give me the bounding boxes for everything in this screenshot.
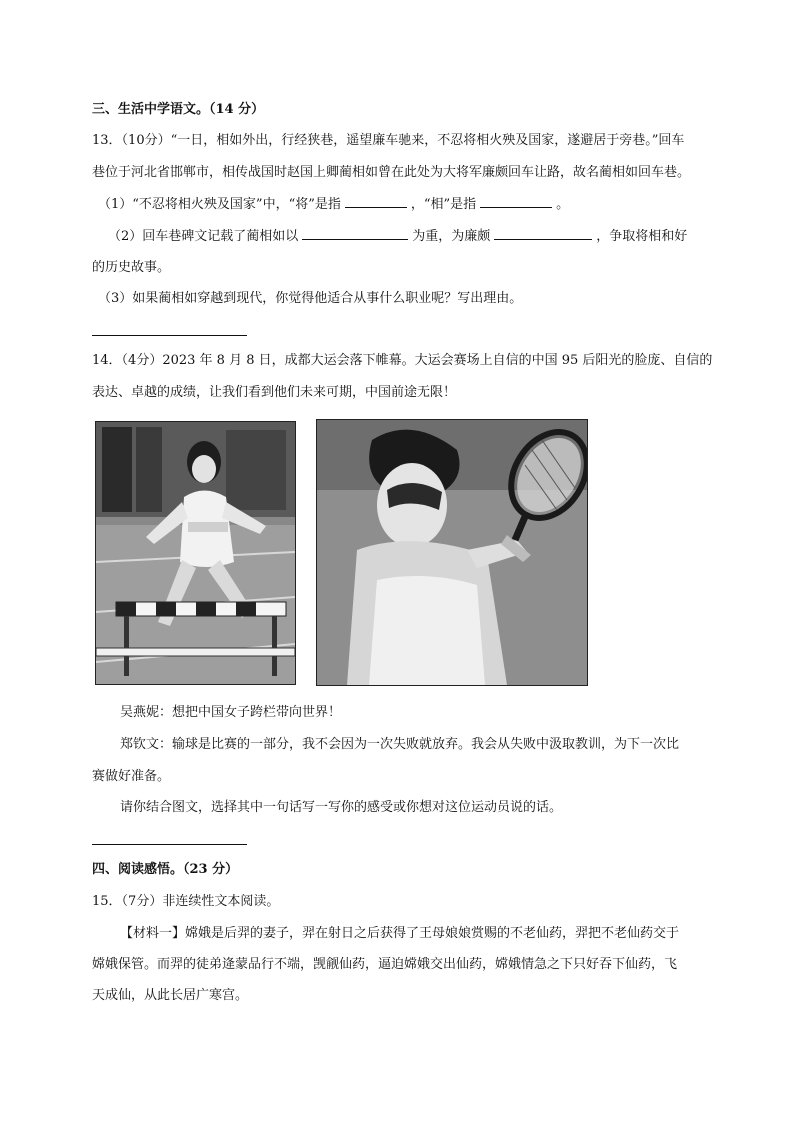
hurdler-illustration xyxy=(96,422,295,684)
tennis-player-illustration xyxy=(317,420,587,685)
q15-material-1-line-2: 嫦娥保管。而羿的徒弟逄蒙品行不端，觊觎仙药，逼迫嫦娥交出仙药，嫦娥情急之下只好吞下仙药，飞 xyxy=(92,957,678,972)
answer-blank-3[interactable] xyxy=(302,227,408,240)
q15-material-1-line-1: 【材料一】嫦娥是后羿的妻子，羿在射日之后获得了王母娘娘赏赐的不老仙药，羿把不老仙药交于 xyxy=(120,926,680,941)
q13-sub1-middle: ，“相”是指 xyxy=(410,197,477,212)
q14-text-line-2: 表达、卓越的成绩，让我们看到他们未来可期，中国前途无限！ xyxy=(92,385,457,400)
q13-sub3: （3）如果蔺相如穿越到现代，你觉得他适合从事什么职业呢？写出理由。 xyxy=(98,291,523,306)
q14-quote-wu-yanni: 吴燕妮：想把中国女子跨栏带向世界！ xyxy=(120,705,342,720)
answer-blank-4[interactable] xyxy=(494,227,592,240)
answer-blank-2[interactable] xyxy=(480,195,552,208)
q13-sub2 xyxy=(108,227,734,247)
q13-answer-line[interactable] xyxy=(92,335,247,336)
q15-material-1-line-3: 天成仙，从此长居广寒宫。 xyxy=(92,988,249,1003)
q13-sub2-line-2: 的历史故事。 xyxy=(92,260,171,275)
q13-sub2-suffix: ，争取将相和好 xyxy=(596,229,688,244)
q13-sub1-suffix: 。 xyxy=(556,197,570,212)
q13-sub2-prefix: （2）回车巷碑文记载了蔺相如以 xyxy=(108,229,299,244)
q13-sub1-prefix: （1）“不忍将相火殃及国家”中，“将”是指 xyxy=(98,197,341,212)
hurdler-photo xyxy=(95,421,296,685)
q13-text-line-1: 13．（10分）“一日，相如外出，行经狭巷，遥望廉车驰来，不忍将相火殃及国家，遂避居于旁巷。”回车 xyxy=(92,133,685,148)
q13-text-line-2: 巷位于河北省邯郸市，相传战国时赵国上卿蔺相如曾在此处为大将军廉颇回车让路，故名蔺相如回车巷。 xyxy=(92,165,691,180)
section-3-heading: 三、生活中学语文。（14 分） xyxy=(92,102,265,117)
section-4-heading: 四、阅读感悟。（23 分） xyxy=(92,862,239,877)
q14-quote-zheng-qinwen-line-1: 郑钦文：输球是比赛的一部分，我不会因为一次失败就放弃。我会从失败中汲取教训，为下一次比 xyxy=(120,737,680,752)
q13-sub1 xyxy=(98,195,724,215)
q14-prompt: 请你结合图文，选择其中一句话写一写你的感受或你想对这位运动员说的话。 xyxy=(120,800,563,815)
tennis-player-photo xyxy=(316,419,588,686)
q13-sub2-middle: 为重，为廉颇 xyxy=(412,229,491,244)
q14-quote-zheng-qinwen-line-2: 赛做好准备。 xyxy=(92,769,171,784)
q14-answer-line[interactable] xyxy=(92,844,247,845)
q15-text-line-1: 15．（7分）非连续性文本阅读。 xyxy=(92,894,280,909)
answer-blank-1[interactable] xyxy=(345,195,407,208)
q14-text-line-1: 14．（4分）2023 年 8 月 8 日，成都大运会落下帷幕。大运会赛场上自信的中国 95 后阳光的脸庞、自信的 xyxy=(92,353,713,368)
